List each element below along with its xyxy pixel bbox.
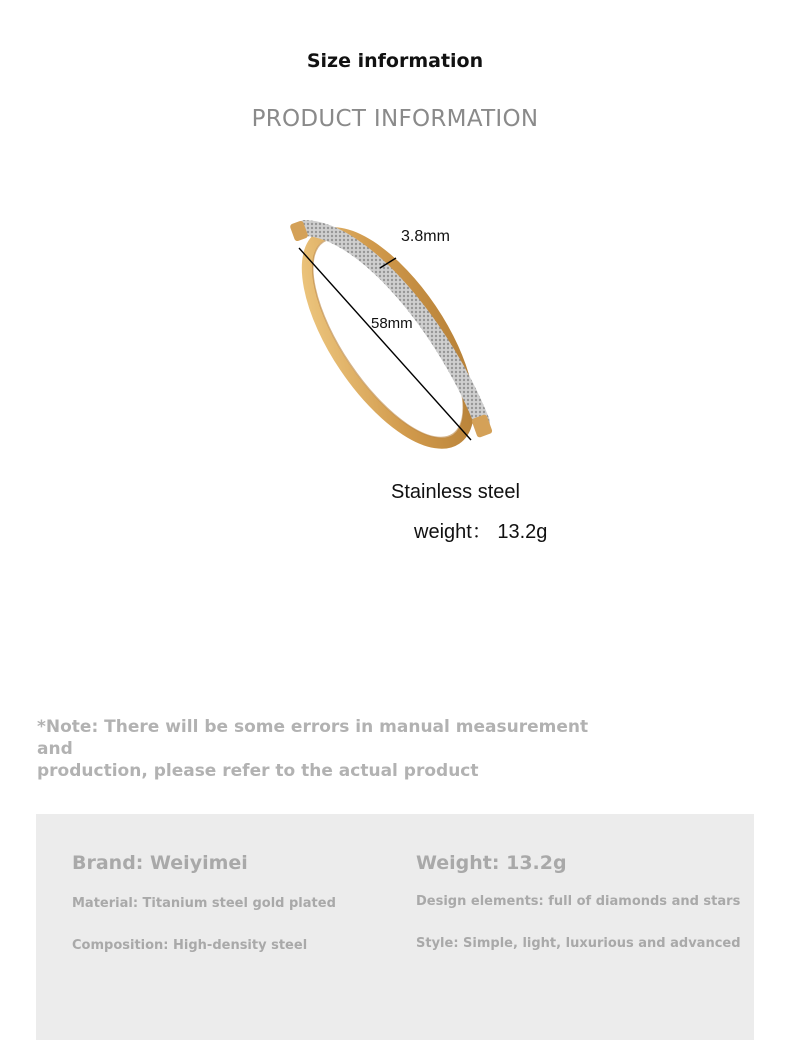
diameter-dimension-label: 58mm (371, 315, 413, 332)
gold-band (277, 210, 500, 468)
page-title: Size information (306, 50, 484, 72)
design-info: Design elements: full of diamonds and stars (416, 894, 741, 909)
section-subtitle: PRODUCT INFORMATION (251, 106, 539, 132)
material-info: Material: Titanium steel gold plated (72, 896, 336, 911)
product-info-panel (36, 814, 754, 1040)
brand-info: Brand: Weiyimei (72, 852, 248, 874)
composition-info: Composition: High-density steel (72, 938, 308, 953)
weight-info: Weight: 13.2g (416, 852, 567, 874)
measurement-note (37, 716, 597, 782)
width-dimension-label: 3.8mm (401, 228, 450, 245)
note-line-1: *Note: There will be some errors in manual measurement and (37, 717, 589, 759)
note-line-2: production, please refer to the actual product (37, 761, 479, 781)
style-info: Style: Simple, light, luxurious and advanced (416, 936, 741, 951)
weight-label: weight： 13.2g (414, 521, 548, 543)
material-label: Stainless steel (391, 481, 520, 503)
bangle-image (270, 210, 540, 480)
